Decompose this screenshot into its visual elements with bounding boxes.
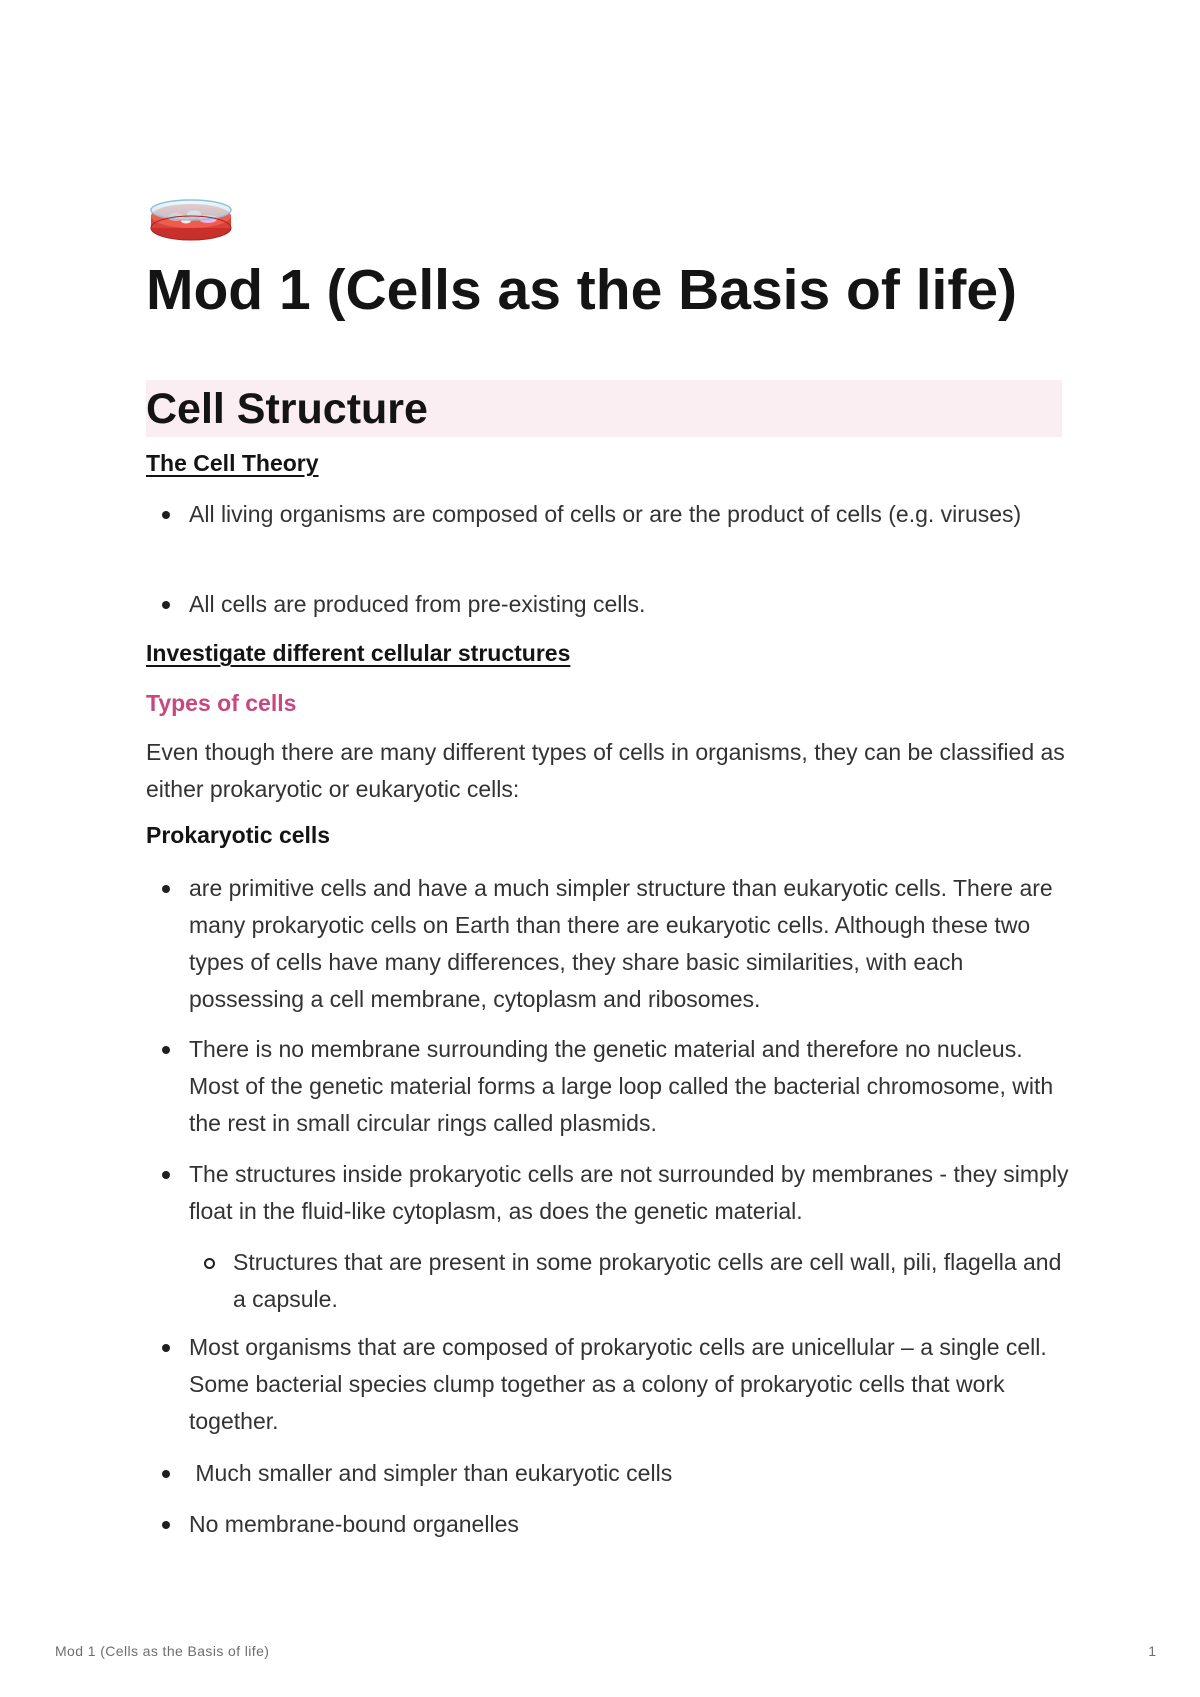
page-title: Mod 1 (Cells as the Basis of life) [146,258,1018,322]
list-item-text: Structures that are present in some prokaryotic cells are cell wall, pili, flagella and a capsule. [233,1249,1062,1312]
bullet-icon [162,511,170,519]
bullet-icon [162,1046,170,1054]
types-of-cells-heading: Types of cells [146,690,297,716]
section-heading-block [146,380,1062,437]
bullet-icon [162,1171,170,1179]
bullet-icon [162,1344,170,1352]
section-heading: Cell Structure [146,385,428,433]
list-item-text: All living organisms are composed of cells or are the product of cells (e.g. viruses) [189,501,1022,527]
footer-page-number: 1 [1148,1643,1156,1659]
list-item [189,496,1069,533]
footer-doc-name: Mod 1 (Cells as the Basis of life) [55,1643,270,1659]
cell-theory-heading: The Cell Theory [146,450,319,476]
list-item [189,1455,1069,1492]
bullet-icon [162,1521,170,1529]
list-item-text: All cells are produced from pre-existing cells. [189,591,646,617]
list-item [189,586,1069,623]
bullet-icon [162,601,170,609]
list-item-text: Most organisms that are composed of prokaryotic cells are unicellular – a single cell. Some bacterial species clump together as a colony of prokaryotic cells that work together. [189,1334,1047,1434]
sub-list-item [233,1244,1069,1318]
investigate-heading: Investigate different cellular structures [146,640,571,666]
prokaryotic-heading: Prokaryotic cells [146,822,331,848]
list-item-text: No membrane-bound organelles [189,1511,519,1537]
list-item-text: There is no membrane surrounding the genetic material and therefore no nucleus. Most of the genetic material forms a large loop called the bacterial chromosome, with the rest in small circular rings called plasmids. [189,1036,1054,1136]
list-item [189,1506,1069,1543]
list-item [189,1031,1069,1142]
types-intro-paragraph: Even though there are many different types of cells in organisms, they can be classified as either prokaryotic or eukaryotic cells: [146,739,1065,802]
list-item-text: are primitive cells and have a much simpler structure than eukaryotic cells. There are many prokaryotic cells on Earth than there are eukaryotic cells. Although these two types of cells have many differences, they share basic similarities, with each possessing a cell membrane, cytoplasm and ribosomes. [189,875,1053,1012]
list-item [189,1329,1069,1440]
list-item-text: Much smaller and simpler than eukaryotic cells [189,1460,673,1486]
list-item [189,870,1069,1018]
list-item [189,1156,1069,1230]
hollow-bullet-icon [204,1258,215,1269]
petri-dish-icon [148,198,234,244]
bullet-icon [162,885,170,893]
list-item-text: The structures inside prokaryotic cells are not surrounded by membranes - they simply float in the fluid-like cytoplasm, as does the genetic material. [189,1161,1069,1224]
bullet-icon [162,1470,170,1478]
